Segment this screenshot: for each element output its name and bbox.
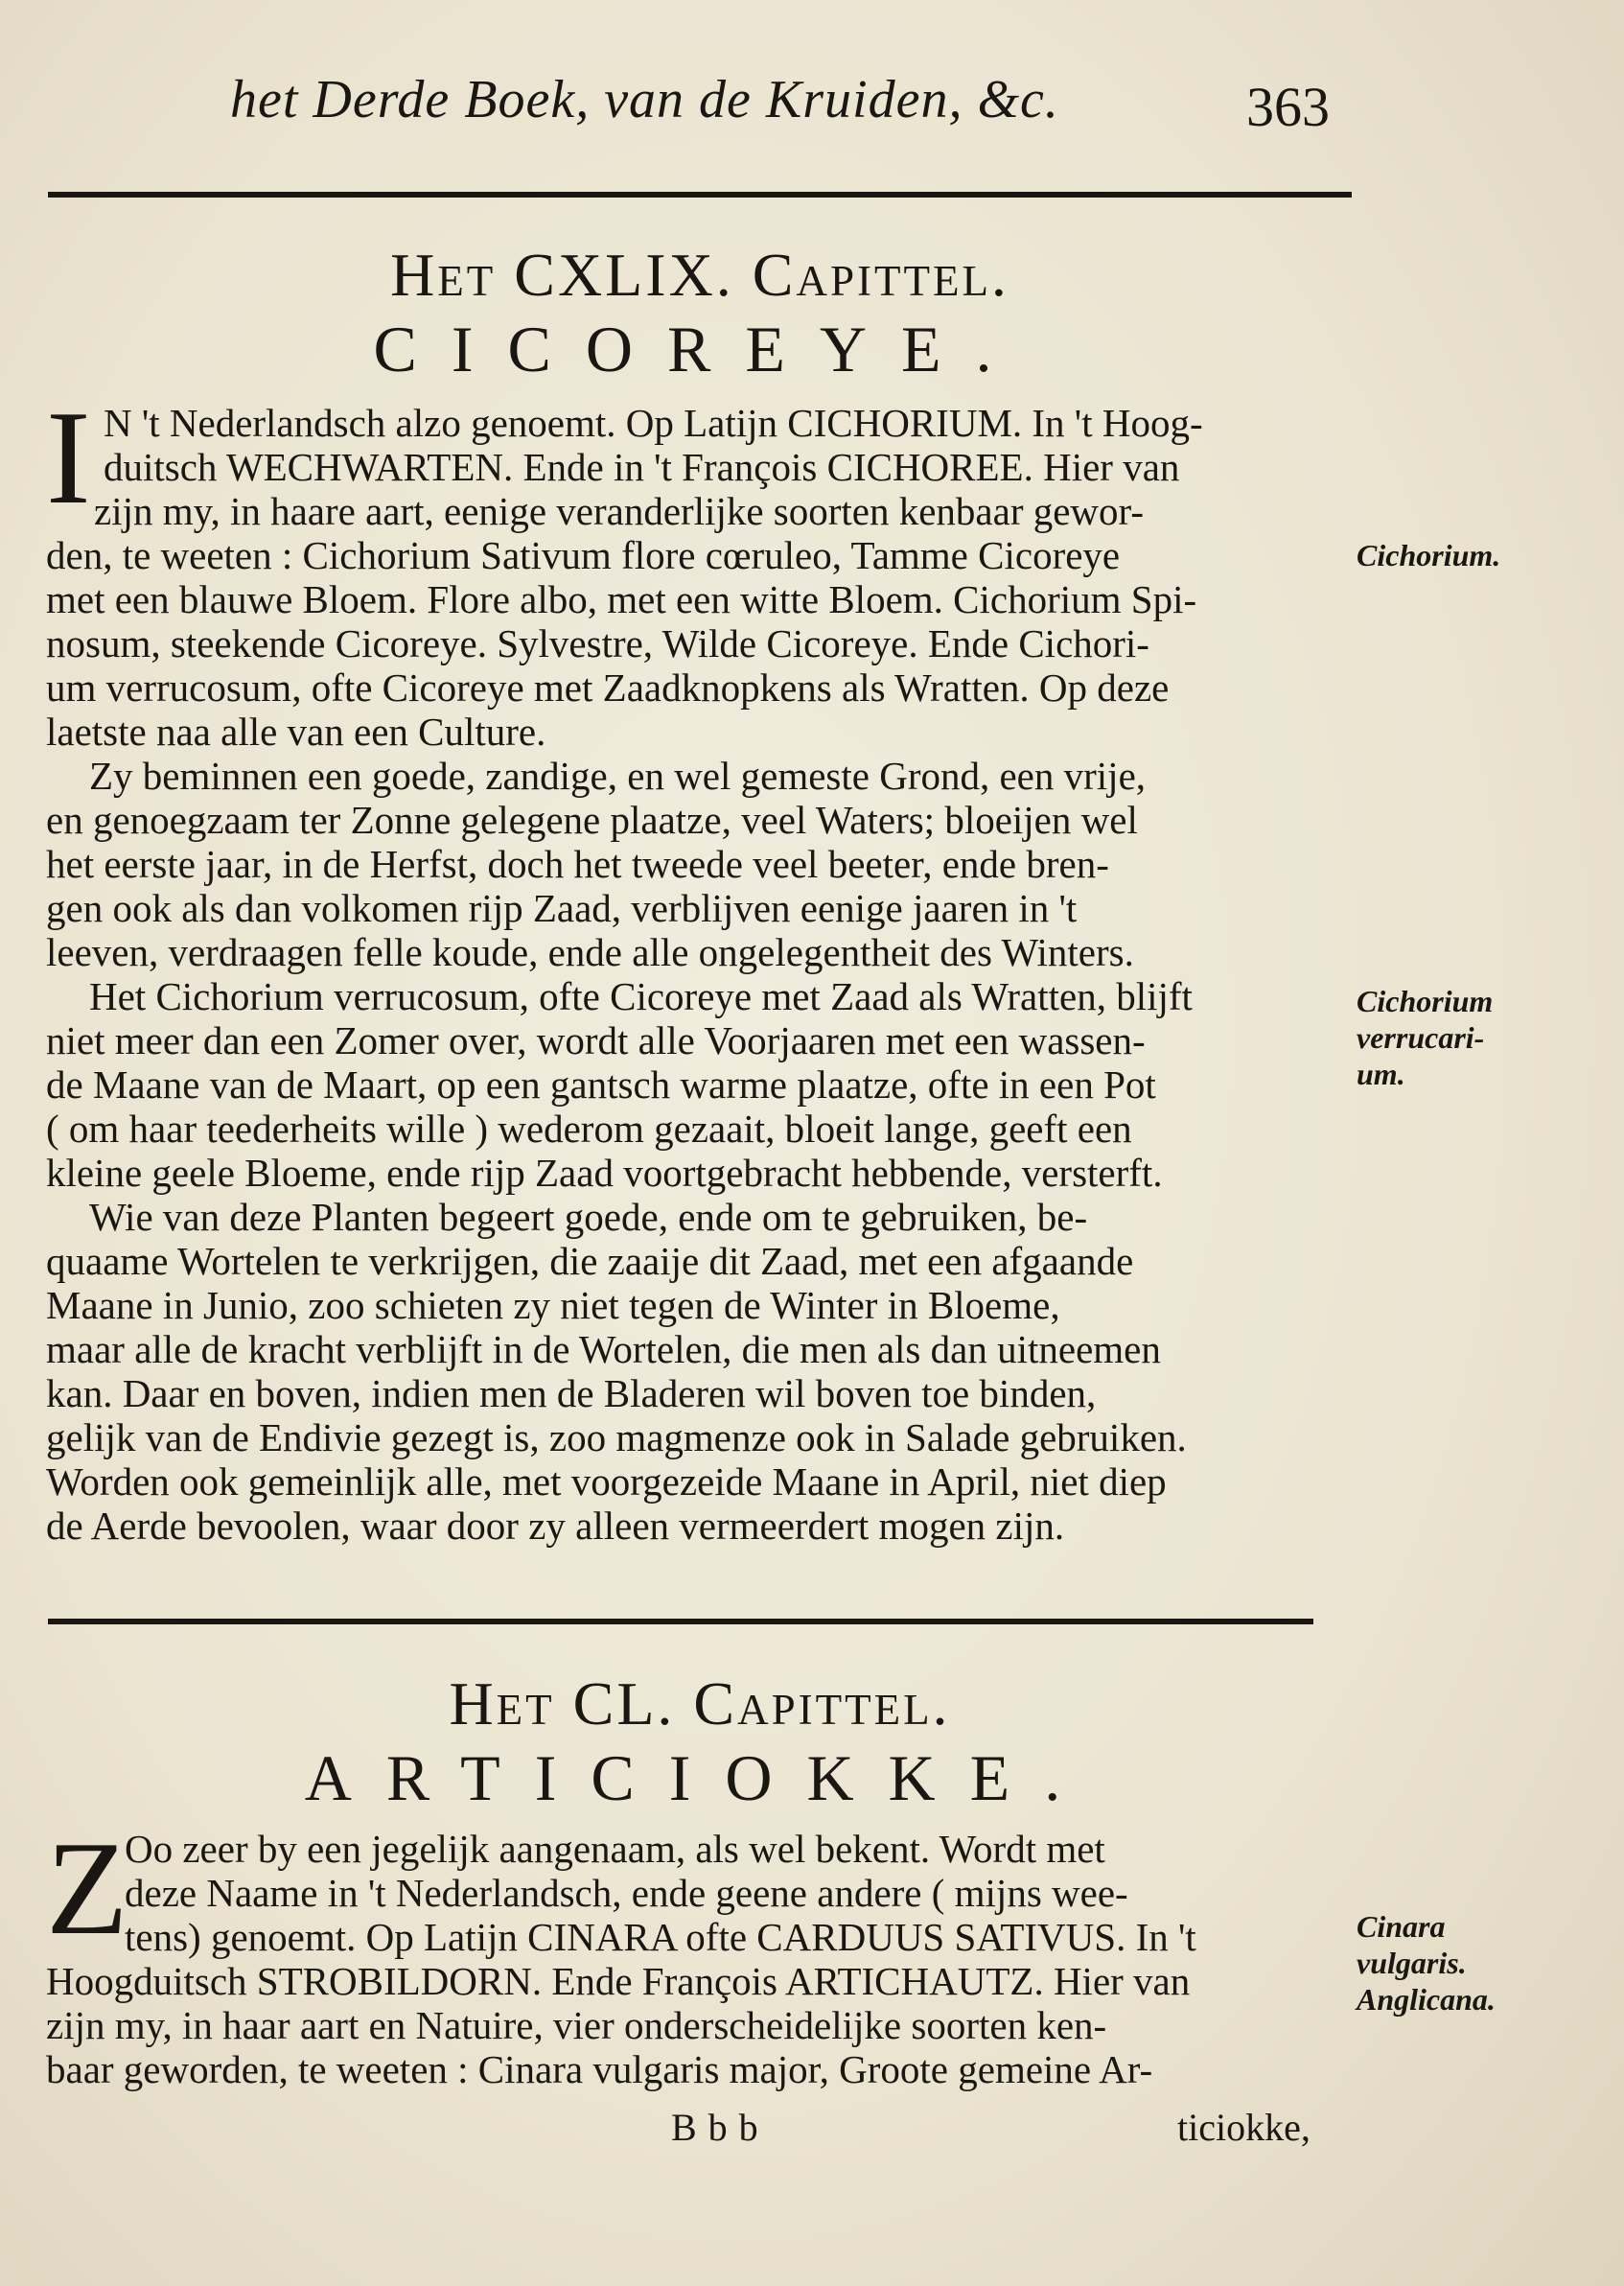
middle-rule <box>48 1619 1313 1624</box>
text-line: baar geworden, te weeten : Cinara vulgaris major, Groote gemeine Ar- <box>46 2047 1153 2091</box>
text-line: de Aerde bevoolen, waar door zy alleen vermeerdert mogen zijn. <box>46 1504 1065 1548</box>
chapter-2-title: ARTICIOKKE. <box>304 1741 1096 1814</box>
text-line: gelijk van de Endivie gezegt is, zoo magmenze ook in Salade gebruiken. <box>46 1415 1187 1459</box>
margin-note-line: um. <box>1357 1057 1405 1091</box>
margin-note-line: vulgaris. <box>1357 1946 1467 1980</box>
margin-note-cichorium: Cichorium. <box>1357 538 1501 572</box>
text-line: kleine geele Bloeme, ende rijp Zaad voortgebracht hebbende, versterft. <box>46 1151 1163 1195</box>
text-line: Worden ook gemeinlijk alle, met voorgezeide Maane in April, niet diep <box>46 1459 1167 1504</box>
text-line: Het Cichorium verrucosum, ofte Cicoreye met Zaad als Wratten, blijft <box>89 974 1193 1018</box>
text-line: Zy beminnen een goede, zandige, en wel gemeste Grond, een vrije, <box>89 754 1147 798</box>
text-line: het eerste jaar, in de Herfst, doch het tweede veel beeter, ende bren- <box>46 842 1109 886</box>
text-line: maar alle de kracht verblijft in de Wortelen, die men als dan uitneemen <box>46 1327 1161 1371</box>
text-line: um verrucosum, ofte Cicoreye met Zaadknopkens als Wratten. Op deze <box>46 665 1170 710</box>
margin-note-cinara <box>1357 1908 1496 2018</box>
margin-note-line: Cichorium <box>1357 984 1494 1018</box>
text-line: laetste naa alle van een Culture. <box>46 710 546 754</box>
margin-note-cichorium-verrucarium <box>1357 983 1493 1092</box>
page-number: 363 <box>1246 76 1330 138</box>
signature-mark: Bbb <box>671 2106 770 2149</box>
text-line: zijn my, in haare aart, eenige veranderlijke soorten kenbaar gewor- <box>94 489 1145 533</box>
chapter-1-heading: Het CXLIX. Capittel. <box>390 241 1009 309</box>
text-line: den, te weeten : Cichorium Sativum flore cœruleo, Tamme Cicoreye <box>46 533 1121 577</box>
text-line: Wie van deze Planten begeert goede, ende om te gebruiken, be- <box>89 1195 1088 1239</box>
text-line: Oo zeer by een jegelijk aangenaam, als wel bekent. Wordt met <box>125 1827 1105 1871</box>
chapter-1-title: CICOREYE. <box>373 313 1027 385</box>
margin-note-line: Cinara <box>1357 1909 1446 1944</box>
chapter-1-drop-cap: I <box>46 384 91 532</box>
text-line: tens) genoemt. Op Latijn CINARA ofte CARDUUS SATIVUS. In 't <box>125 1915 1196 1959</box>
text-line: gen ook als dan volkomen rijp Zaad, verblijven eenige jaaren in 't <box>46 886 1078 930</box>
text-line: de Maane van de Maart, op een gantsch warme plaatze, ofte in een Pot <box>46 1062 1156 1107</box>
text-line: leeven, verdraagen felle koude, ende alle ongelegentheit des Winters. <box>46 930 1134 974</box>
text-line: N 't Nederlandsch alzo genoemt. Op Latijn CICHORIUM. In 't Hoog- <box>104 401 1203 445</box>
chapter-2-drop-cap: Z <box>46 1814 128 1963</box>
chapter-2-text <box>46 1827 1340 2091</box>
text-line: Hoogduitsch STROBILDORN. Ende François ARTICHAUTZ. Hier van <box>46 1959 1191 2003</box>
margin-note-line: Anglicana. <box>1357 1982 1496 2017</box>
text-line: zijn my, in haar aart en Natuire, vier onderscheidelijke soorten ken- <box>46 2003 1107 2047</box>
text-line: niet meer dan een Zomer over, wordt alle Voorjaaren met een wassen- <box>46 1018 1146 1062</box>
text-line: met een blauwe Bloem. Flore albo, met een witte Bloem. Cichorium Spi- <box>46 577 1197 621</box>
text-line: Maane in Junio, zoo schieten zy niet tegen de Winter in Bloeme, <box>46 1283 1060 1327</box>
top-rule <box>48 192 1352 198</box>
text-line: nosum, steekende Cicoreye. Sylvestre, Wilde Cicoreye. Ende Cichori- <box>46 621 1149 665</box>
text-line: ( om haar teederheits wille ) wederom gezaait, bloeit lange, geeft een <box>46 1107 1132 1151</box>
running-title: het Derde Boek, van de Kruiden, &c. <box>230 70 1059 129</box>
margin-note-line: verrucari- <box>1357 1020 1485 1055</box>
text-line: en genoegzaam ter Zonne gelegene plaatze, veel Waters; bloeijen wel <box>46 798 1138 842</box>
text-line: quaame Wortelen te verkrijgen, die zaaije dit Zaad, met een afgaande <box>46 1239 1134 1283</box>
text-line: kan. Daar en boven, indien men de Bladeren wil boven toe binden, <box>46 1371 1097 1415</box>
catchword: ticiokke, <box>1177 2106 1311 2149</box>
chapter-1-text <box>46 401 1340 1548</box>
text-line: deze Naame in 't Nederlandsch, ende geene andere ( mijns wee- <box>125 1871 1128 1915</box>
chapter-2-heading: Het CL. Capittel. <box>449 1669 951 1738</box>
text-line: duitsch WECHWARTEN. Ende in 't François CICHOREE. Hier van <box>104 445 1180 489</box>
